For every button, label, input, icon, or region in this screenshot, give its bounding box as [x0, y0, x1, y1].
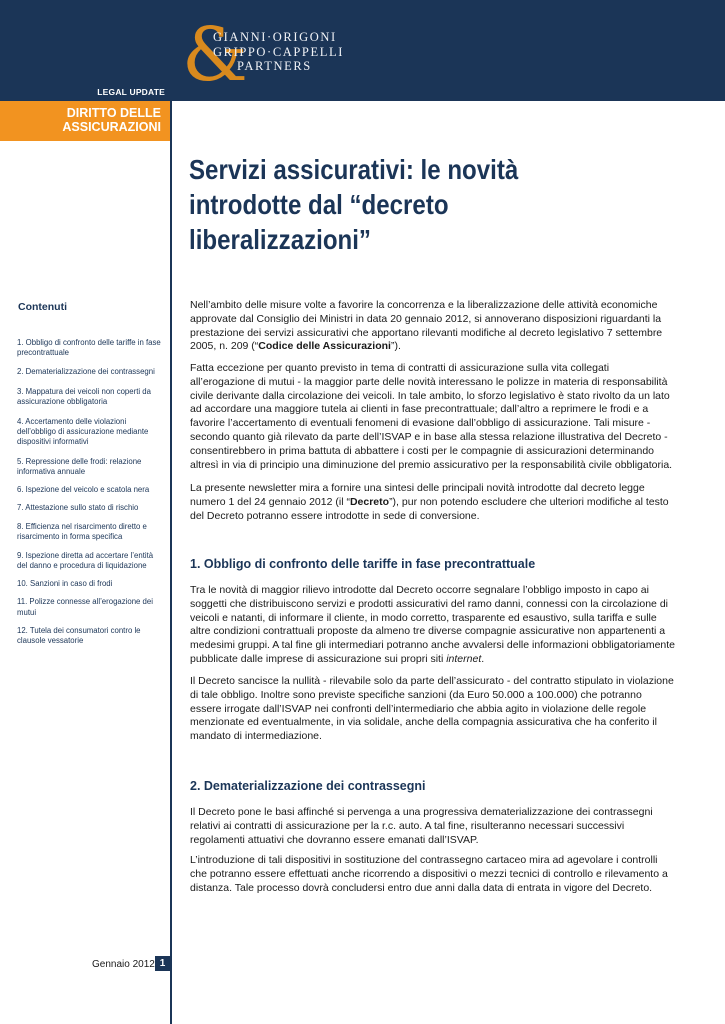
intro-paragraph-2: Fatta eccezione per quanto previsto in tema di contratti di assicurazione sulla vita collegati all’erogazione di mutui - la maggior parte delle novità interessano le polizze in materia di responsabilità civile derivante dalla circolazione dei veicoli. In tale ambito, lo sforzo legislativo è stato rivolto da un lato ad accordare una maggiore tutela ai clienti in fase precontrattuale; dall’altro a reprimere le frodi e a favorire l’accertamento di eventuali fenomeni di evasione dall’obbligo di assicurazione. Tali misure - secondo quanto già rilevato da parte dell’ISVAP e in base alla stessa relazione illustrativa del Decreto - consentirebbero in prima battuta di abbattere i costi per le compagnie di assicurazioni determinando altresì in via di principio una diminuzione del premio assicurativo per la responsabilità civile obbligatoria.: [190, 362, 673, 471]
section-1-paragraph-1: [190, 584, 675, 667]
category-line-1: DIRITTO DELLE: [66, 106, 161, 120]
toc-item-12[interactable]: 12. Tutela dei consumatori contro le clausole vessatorie: [17, 625, 141, 646]
page-number: 1: [155, 956, 170, 971]
category-box: [0, 101, 170, 141]
toc-item-5[interactable]: 5. Repressione delle frodi: relazione informativa annuale: [17, 456, 142, 476]
toc-item-4[interactable]: 4. Accertamento delle violazioni dell’obbligo di assicurazione mediante dispositivi informativi: [17, 416, 149, 447]
s1-p1-end: .: [481, 652, 485, 665]
toc-item-2[interactable]: 2. Dematerializzazione dei contrassegni: [17, 366, 155, 376]
intro-paragraph-1: [190, 299, 675, 354]
section-2-paragraph-2: L’introduzione di tali dispositivi in sostituzione del contrassegno cartaceo mira ad agevolare i controlli che potranno essere effettuati anche ricorrendo a dispositivi o mezzi tecnici di controllo e rilevamento a distanza. Tale processo dovrà concludersi entro due anni dalla data di entrata in vigore del Decreto.: [190, 854, 668, 894]
toc-item-10[interactable]: 10. Sanzioni in caso di frodi: [17, 579, 113, 589]
firm-logo-ampersand: &: [182, 12, 248, 98]
legal-update-label: LEGAL UPDATE: [97, 87, 165, 97]
firm-logo-name: [213, 30, 344, 74]
intro-p1-text: Nell’ambito delle misure volte a favorire la concorrenza e la liberalizzazione delle attività economiche approvate dal Consiglio dei Ministri in data 20 gennaio 2012, si annoverano disposizioni riguardanti la prestazione dei servizi assicurativi che apportano rilevanti modifiche al decreto legislativo 7 settembre 2005, n. 209 (“: [190, 299, 663, 353]
logo-line-1: GIANNI·ORIGONI: [213, 30, 337, 44]
footer-date: Gennaio 2012: [92, 959, 155, 970]
section-1-heading: 1. Obbligo di confronto delle tariffe in fase precontrattuale: [190, 557, 536, 571]
intro-p3-bold: Decreto: [349, 495, 390, 508]
toc-item-8[interactable]: 8. Efficienza nel risarcimento diretto e risarcimento in forma specifica: [17, 521, 147, 542]
intro-p3-text: La presente newsletter mira a fornire una sintesi delle principali novità introdotte dal decreto legge numero 1 del 24 gennaio 2012 (il “: [190, 482, 645, 508]
toc-item-3[interactable]: 3. Mappatura dei veicoli non coperti da assicurazione obbligatoria: [17, 386, 151, 406]
toc-item-7[interactable]: 7. Attestazione sullo stato di rischio: [17, 503, 139, 513]
section-2-heading: 2. Dematerializzazione dei contrassegni: [190, 779, 426, 793]
section-2-paragraph-1: Il Decreto pone le basi affinché si pervenga a una progressiva dematerializzazione dei contrassegni relativi ai contratti di assicurazione per la r.c. auto. A tal fine, risulteranno necessari successivi regolamenti attuativi che dovranno essere emanati dall’ISVAP.: [190, 806, 653, 846]
table-of-contents: [17, 338, 162, 646]
header-band: [0, 0, 725, 101]
intro-p1-bold: Codice delle Assicurazioni: [258, 340, 391, 353]
sidebar-divider: [170, 0, 172, 1024]
toc-item-9[interactable]: 9. Ispezione diretta ad accertare l’entità del danno e procedura di liquidazione: [17, 550, 154, 570]
intro-p3-end: ”), pur non potendo escludere che ulteriori modifiche al testo del Decreto potranno essere introdotte in sede di conversione.: [190, 495, 669, 522]
intro-p1-end: ”).: [390, 340, 401, 353]
contents-title: Contenuti: [18, 301, 67, 313]
category-line-2: ASSICURAZIONI: [62, 120, 161, 134]
logo-line-3: PARTNERS: [237, 59, 312, 73]
s1-p1-italic: internet: [446, 652, 482, 665]
toc-item-11[interactable]: 11. Polizze connesse all’erogazione dei mutui: [17, 597, 153, 617]
toc-item-1[interactable]: 1. Obbligo di confronto delle tariffe in fase precontrattuale: [17, 338, 161, 358]
logo-line-2: GRIPPO·CAPPELLI: [213, 44, 344, 59]
toc-item-6[interactable]: 6. Ispezione del veicolo e scatola nera: [17, 485, 150, 495]
section-1-paragraph-2: Il Decreto sancisce la nullità - rilevabile solo da parte dell’assicurato - del contratto stipulato in violazione di tale obbligo. Inoltre sono previste specifiche sanzioni (da Euro 50.000 a 100.000) che potranno essere irrogate dall’ISVAP nei confronti dell’intermediario che abbia agito in violazione delle regole menzionate ed eventualmente, in via solidale, anche della compagnia assicurativa che ha conferito il mandato di intermediazione.: [190, 675, 674, 743]
page-title: Servizi assicurativi: le novità introdotte dal “decreto liberalizzazioni”: [189, 154, 519, 255]
intro-paragraph-3: [190, 482, 675, 523]
s1-p1-text: Tra le novità di maggior rilievo introdotte dal Decreto occorre segnalare l’obbligo imposto in capo ai soggetti che distribuiscono servizi e prodotti assicurativi del ramo danni, connessi con la circolazione di veicoli e natanti, di informare il cliente, in modo corretto, trasparente ed esaustivo, sulla tariffa e sulle altre condizioni contrattuali proposte da almeno tre diverse compagnie assicurative non appartenenti a medesimi gruppi. A tal fine gli intermediari potranno anche avvalersi delle informazioni obbligatoriamente pubblicate dalle imprese di assicurazione sui propri siti: [190, 584, 676, 665]
